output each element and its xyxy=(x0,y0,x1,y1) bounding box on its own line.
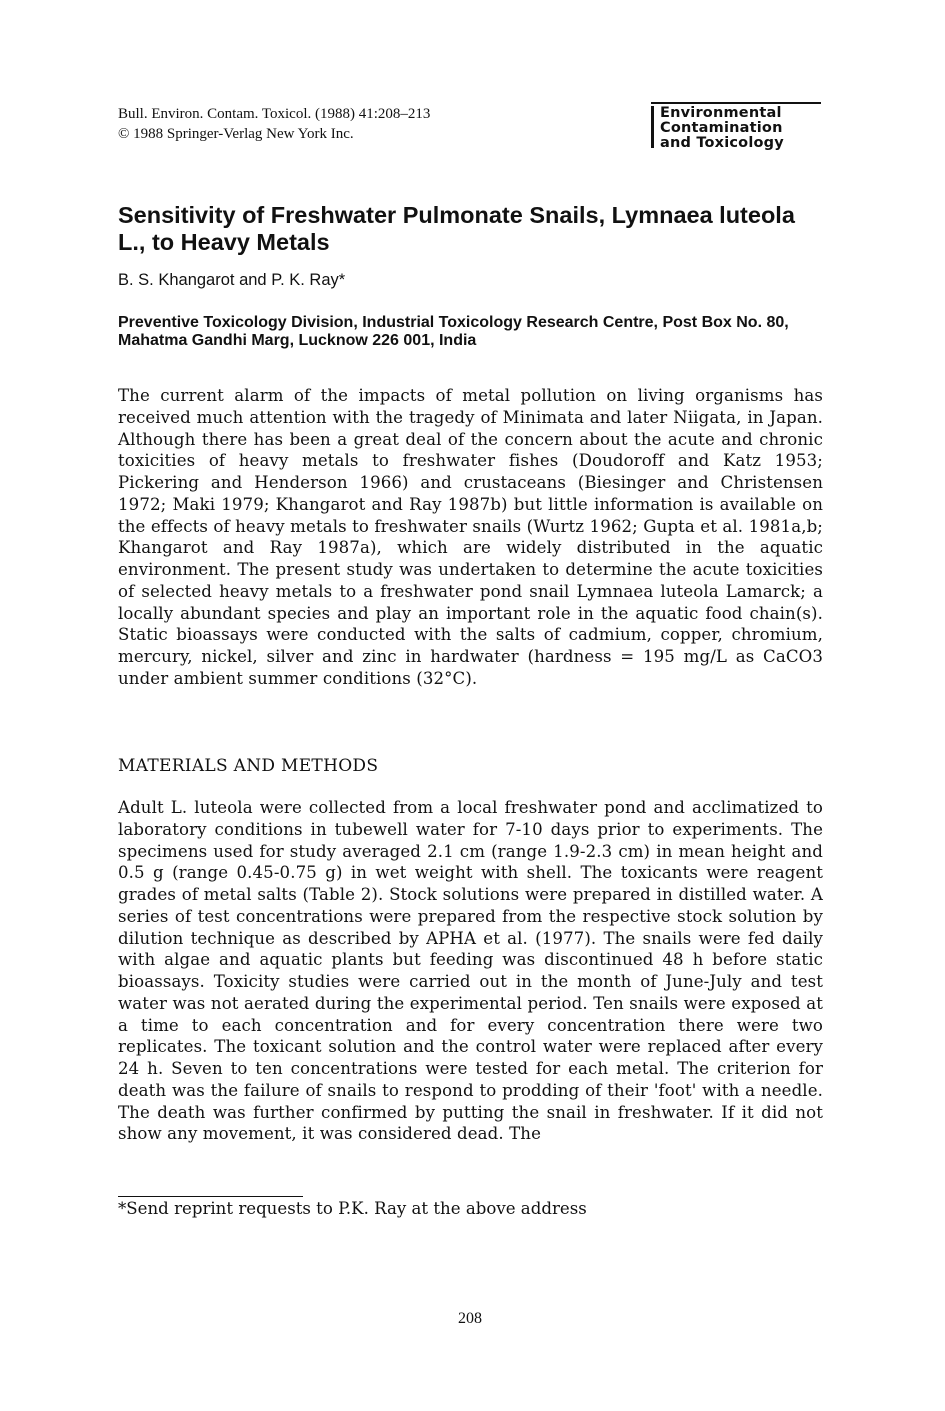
body-paragraph: The current alarm of the impacts of metal pollution on living organisms has received much attention with the tragedy of Minimata and later Niigata, in Japan. Although there has been a great deal of the concern about the acute and chronic toxicities of heavy metals to freshwater fishes (Doudoroff and Katz 1953; Pickering and Henderson 1966) and crustaceans (Biesinger and Christensen 1972; Maki 1979; Khangarot and Ray 1987b) but little information is available on the effects of heavy metals to freshwater snails (Wurtz 1962; Gupta et al. 1981a,b; Khangarot and Ray 1987a), which are widely distributed in the aquatic environment. The present study was undertaken to determine the acute toxicities of selected heavy metals to a freshwater pond snail Lymnaea luteola Lamarck; a locally abundant species and play an important role in the aquatic food chain(s). Static bioassays were conducted with the salts of cadmium, copper, chromium, mercury, nickel, silver and zinc in hardwater (hardness = 195 mg/L as CaCO3 under ambient summer conditions (32°C). xyxy=(118,386,823,688)
logo-vertical-bar xyxy=(651,106,660,148)
journal-logo xyxy=(651,102,821,151)
citation-line: Bull. Environ. Contam. Toxicol. (1988) 41:208–213 xyxy=(118,106,431,122)
citation-block xyxy=(118,104,430,144)
article-title: Sensitivity of Freshwater Pulmonate Snails, Lymnaea luteola L., to Heavy Metals xyxy=(118,202,795,255)
body-paragraph: Adult L. luteola were collected from a local freshwater pond and acclimatized to laboratory conditions in tubewell water for 7-10 days prior to experiments. The specimens used for study averaged 2.1 cm (range 1.9-2.3 cm) in mean height and 0.5 g (range 0.45-0.75 g) in wet weight with shell. The toxicants were reagent grades of metal salts (Table 2). Stock solutions were prepared in distilled water. A series of test concentrations were prepared from the respective stock solution by dilution technique as described by APHA et al. (1977). The snails were fed daily with algae and aquatic plants but feeding was discontinued 48 h before static bioassays. Toxicity studies were carried out in the month of June-July and test water was not aerated during the experimental period. Ten snails were exposed at a time to each concentration and for every concentration there were two replicates. The toxicant solution and the control water were replaced after every 24 h. Seven to ten concentrations were tested for each metal. The criterion for death was the failure of snails to respond to prodding of their 'foot' with a needle. The death was further confirmed by putting the snail in freshwater. If it did not show any movement, it was considered dead. The xyxy=(118,798,823,1144)
page-number: 208 xyxy=(458,1310,482,1327)
footnote-rule xyxy=(118,1196,303,1197)
logo-line: Contamination xyxy=(660,120,783,136)
footnote: *Send reprint requests to P.K. Ray at the above address xyxy=(118,1199,587,1218)
article-authors: B. S. Khangarot and P. K. Ray* xyxy=(118,271,346,289)
logo-rule xyxy=(651,102,821,104)
logo-line: Environmental xyxy=(660,105,782,121)
section-heading: MATERIALS AND METHODS xyxy=(118,756,379,776)
logo-line: and Toxicology xyxy=(660,135,784,151)
article-affiliation: Preventive Toxicology Division, Industrial Toxicology Research Centre, Post Box No. 80, Mahatma Gandhi Marg, Lucknow 226 001, India xyxy=(118,314,789,349)
copyright-line: © 1988 Springer-Verlag New York Inc. xyxy=(118,126,354,142)
